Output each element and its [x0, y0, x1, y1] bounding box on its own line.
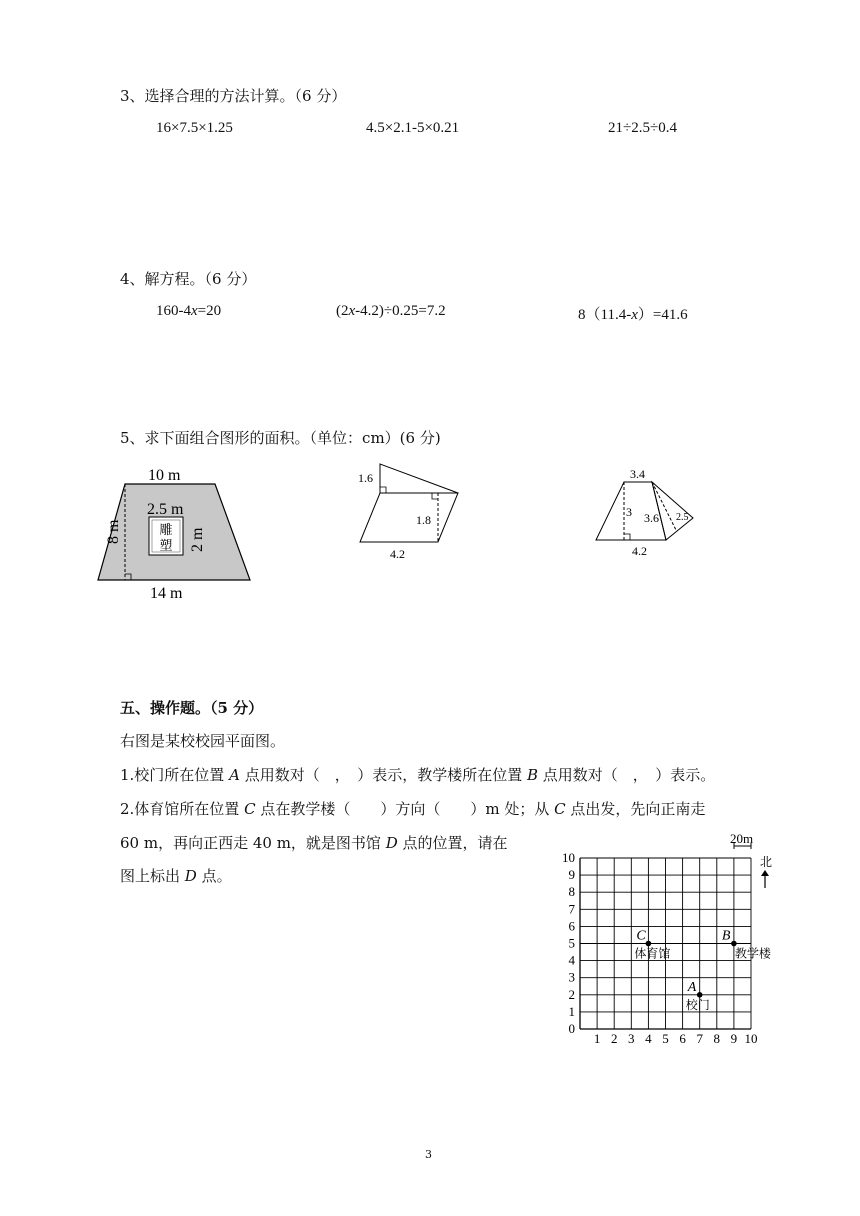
y-tick-label: 2 — [568, 986, 575, 1002]
x-tick-label: 4 — [645, 1031, 652, 1046]
fig3-bottom-label: 4.2 — [632, 544, 647, 558]
y-tick-label: 7 — [568, 901, 575, 917]
section-5-line-1: 1.校门所在位置 A 点用数对（ ， ）表示，教学楼所在位置 B 点用数对（ ， ）表示。 — [120, 766, 716, 784]
triangle-parallelogram-figure — [350, 460, 470, 565]
y-tick-label: 4 — [568, 952, 575, 968]
campus-grid-map[interactable] — [555, 828, 795, 1048]
triangle-shape — [380, 464, 458, 493]
x-tick-label: 7 — [696, 1031, 703, 1046]
y-tick-label: 8 — [568, 884, 575, 900]
point-place-label: 校门 — [685, 997, 710, 1012]
fig1-height-label: 8 m — [105, 519, 122, 544]
q4-eq-3: 8（11.4-x）=41.6 — [578, 307, 688, 323]
y-tick-label: 0 — [568, 1021, 575, 1036]
q5-title: 5、求下面组合图形的面积。（单位：cm）(6 分) — [120, 429, 441, 447]
x-tick-label: 8 — [713, 1031, 721, 1046]
y-tick-label: 1 — [568, 1003, 575, 1019]
scale-label: 20m — [730, 831, 754, 846]
q3-title: 3、选择合理的方法计算。（6 分） — [120, 87, 347, 105]
q4-eq-1: 160-4x=20 — [156, 303, 222, 319]
fig1-top-label: 10 m — [148, 467, 181, 484]
statue-char-1: 雕 — [159, 522, 173, 537]
section-5-intro: 右图是某校校园平面图。 — [120, 732, 286, 750]
q4-eq-2: (2x-4.2)÷0.25=7.2 — [336, 303, 446, 319]
point-place-label: 体育馆 — [634, 946, 671, 961]
grid-lines — [580, 858, 751, 1029]
section-5-line-3: 60 m，再向正西走 40 m，就是图书馆 D 点的位置，请在 — [120, 834, 508, 852]
x-tick-label: 6 — [679, 1031, 686, 1046]
y-tick-label: 6 — [568, 918, 575, 934]
point-place-label: 教学楼 — [734, 946, 771, 961]
y-tick-label: 9 — [568, 867, 575, 883]
fig1-inner-width-label: 2.5 m — [147, 501, 184, 518]
fig1-bottom-label: 14 m — [150, 585, 183, 602]
q3-expr-1: 16×7.5×1.25 — [156, 120, 233, 136]
page-number: 3 — [425, 1148, 432, 1161]
trapezoid-triangle-figure — [590, 460, 700, 560]
grid-point-c — [646, 941, 652, 947]
statue-char-2: 塑 — [159, 538, 173, 553]
fig2-bottom-label: 4.2 — [390, 547, 405, 561]
section-5-line-4: 图上标出 D 点。 — [120, 867, 232, 885]
q3-expr-3: 21÷2.5÷0.4 — [608, 120, 677, 136]
grid-point-a — [697, 992, 703, 998]
x-tick-label: 2 — [610, 1031, 618, 1046]
x-tick-label: 9 — [730, 1031, 738, 1046]
y-tick-label: 10 — [562, 850, 575, 865]
parallelogram-shape — [360, 493, 458, 542]
point-letter: C — [636, 928, 646, 944]
trapezoid-figure — [90, 462, 270, 607]
fig3-side-label: 2.5 — [676, 512, 689, 523]
point-letter: A — [687, 979, 697, 995]
grid-point-b — [731, 941, 737, 947]
y-tick-label: 3 — [568, 969, 575, 985]
point-letter: B — [721, 928, 731, 944]
fig3-height-label: 3 — [626, 505, 632, 519]
x-tick-label: 3 — [628, 1031, 635, 1046]
y-tick-label: 5 — [568, 935, 575, 951]
fig3-diag-label: 3.6 — [644, 511, 659, 525]
q3-expr-2: 4.5×2.1-5×0.21 — [366, 120, 460, 136]
fig3-top-label: 3.4 — [630, 467, 645, 481]
fig2-mid-label: 1.8 — [416, 513, 431, 527]
x-tick-label: 10 — [744, 1031, 758, 1046]
fig1-inner-height-label: 2 m — [189, 527, 206, 552]
q4-title: 4、解方程。（6 分） — [120, 270, 257, 288]
north-label: 北 — [760, 855, 773, 869]
fig2-top-left-label: 1.6 — [358, 471, 373, 485]
section-5-line-2: 2.体育馆所在位置 C 点在教学楼（ ）方向（ ）m 处；从 C 点出发，先向正南走 — [120, 800, 706, 818]
section-5-title: 五、操作题。（5 分） — [120, 699, 264, 717]
x-tick-label: 1 — [593, 1031, 601, 1046]
x-tick-label: 5 — [662, 1031, 669, 1046]
